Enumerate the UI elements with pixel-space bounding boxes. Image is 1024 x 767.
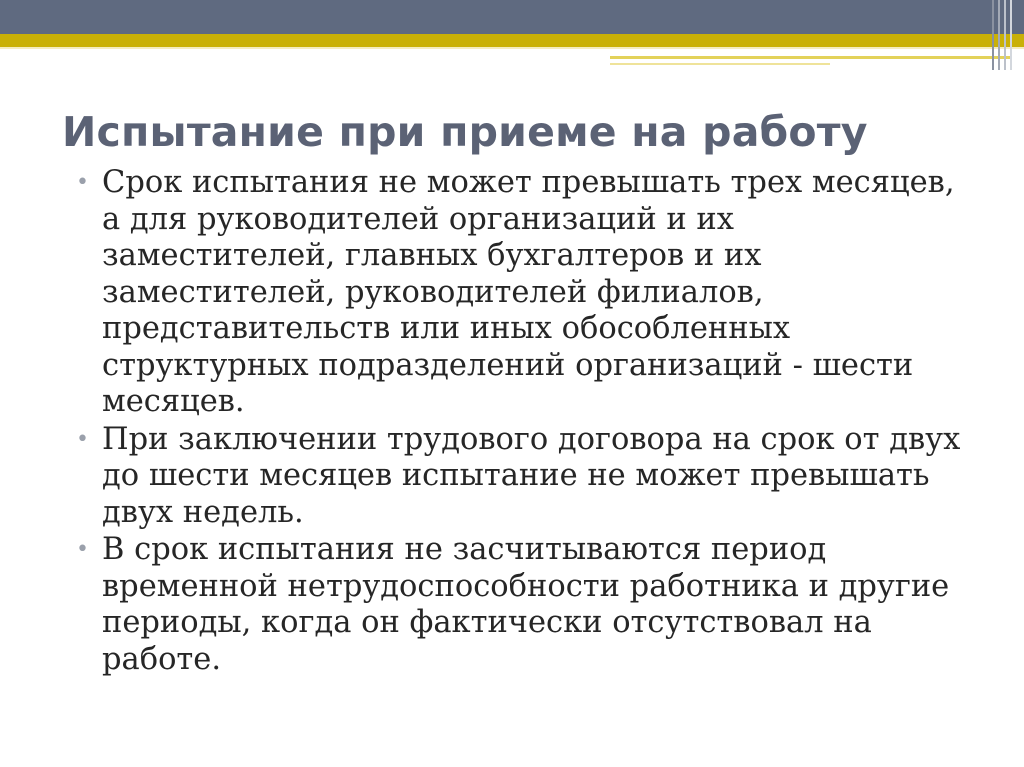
bullet-marker: • <box>76 170 89 195</box>
bullet-marker: • <box>76 426 89 452</box>
bullet-marker: • <box>76 537 89 562</box>
bullet-item <box>72 532 972 678</box>
header-vertical-stripe <box>1004 0 1006 70</box>
header-vertical-stripe <box>1010 0 1012 70</box>
bullet-item <box>72 165 972 421</box>
header-gold-bar <box>0 34 1024 47</box>
header-divider-line <box>0 47 1024 49</box>
bullet-text: При заключении трудового договора на срок от двух до шести месяцев испытание не может превышать двух недель. <box>102 421 961 530</box>
header-accent-line-secondary <box>610 63 830 65</box>
header-gray-bar <box>0 0 1024 34</box>
header-accent-line <box>610 56 1010 59</box>
bullet-list <box>72 165 972 679</box>
bullet-text: В срок испытания не засчитываются период временной нетрудоспособности работника и другие периоды, когда он фактически отсутствовал на работе. <box>102 532 950 677</box>
header-vertical-stripe <box>998 0 1000 70</box>
bullet-text: Срок испытания не может превышать трех месяцев, а для руководителей организаций и их заместителей, главных бухгалтеров и их заместителей, руководителей филиалов, представительств или иных обособленных структурных подразделений организаций - шести месяцев. <box>102 165 955 419</box>
bullet-item <box>72 422 972 532</box>
header-vertical-stripe <box>992 0 994 70</box>
slide-title: Испытание при приеме на работу <box>62 108 868 156</box>
